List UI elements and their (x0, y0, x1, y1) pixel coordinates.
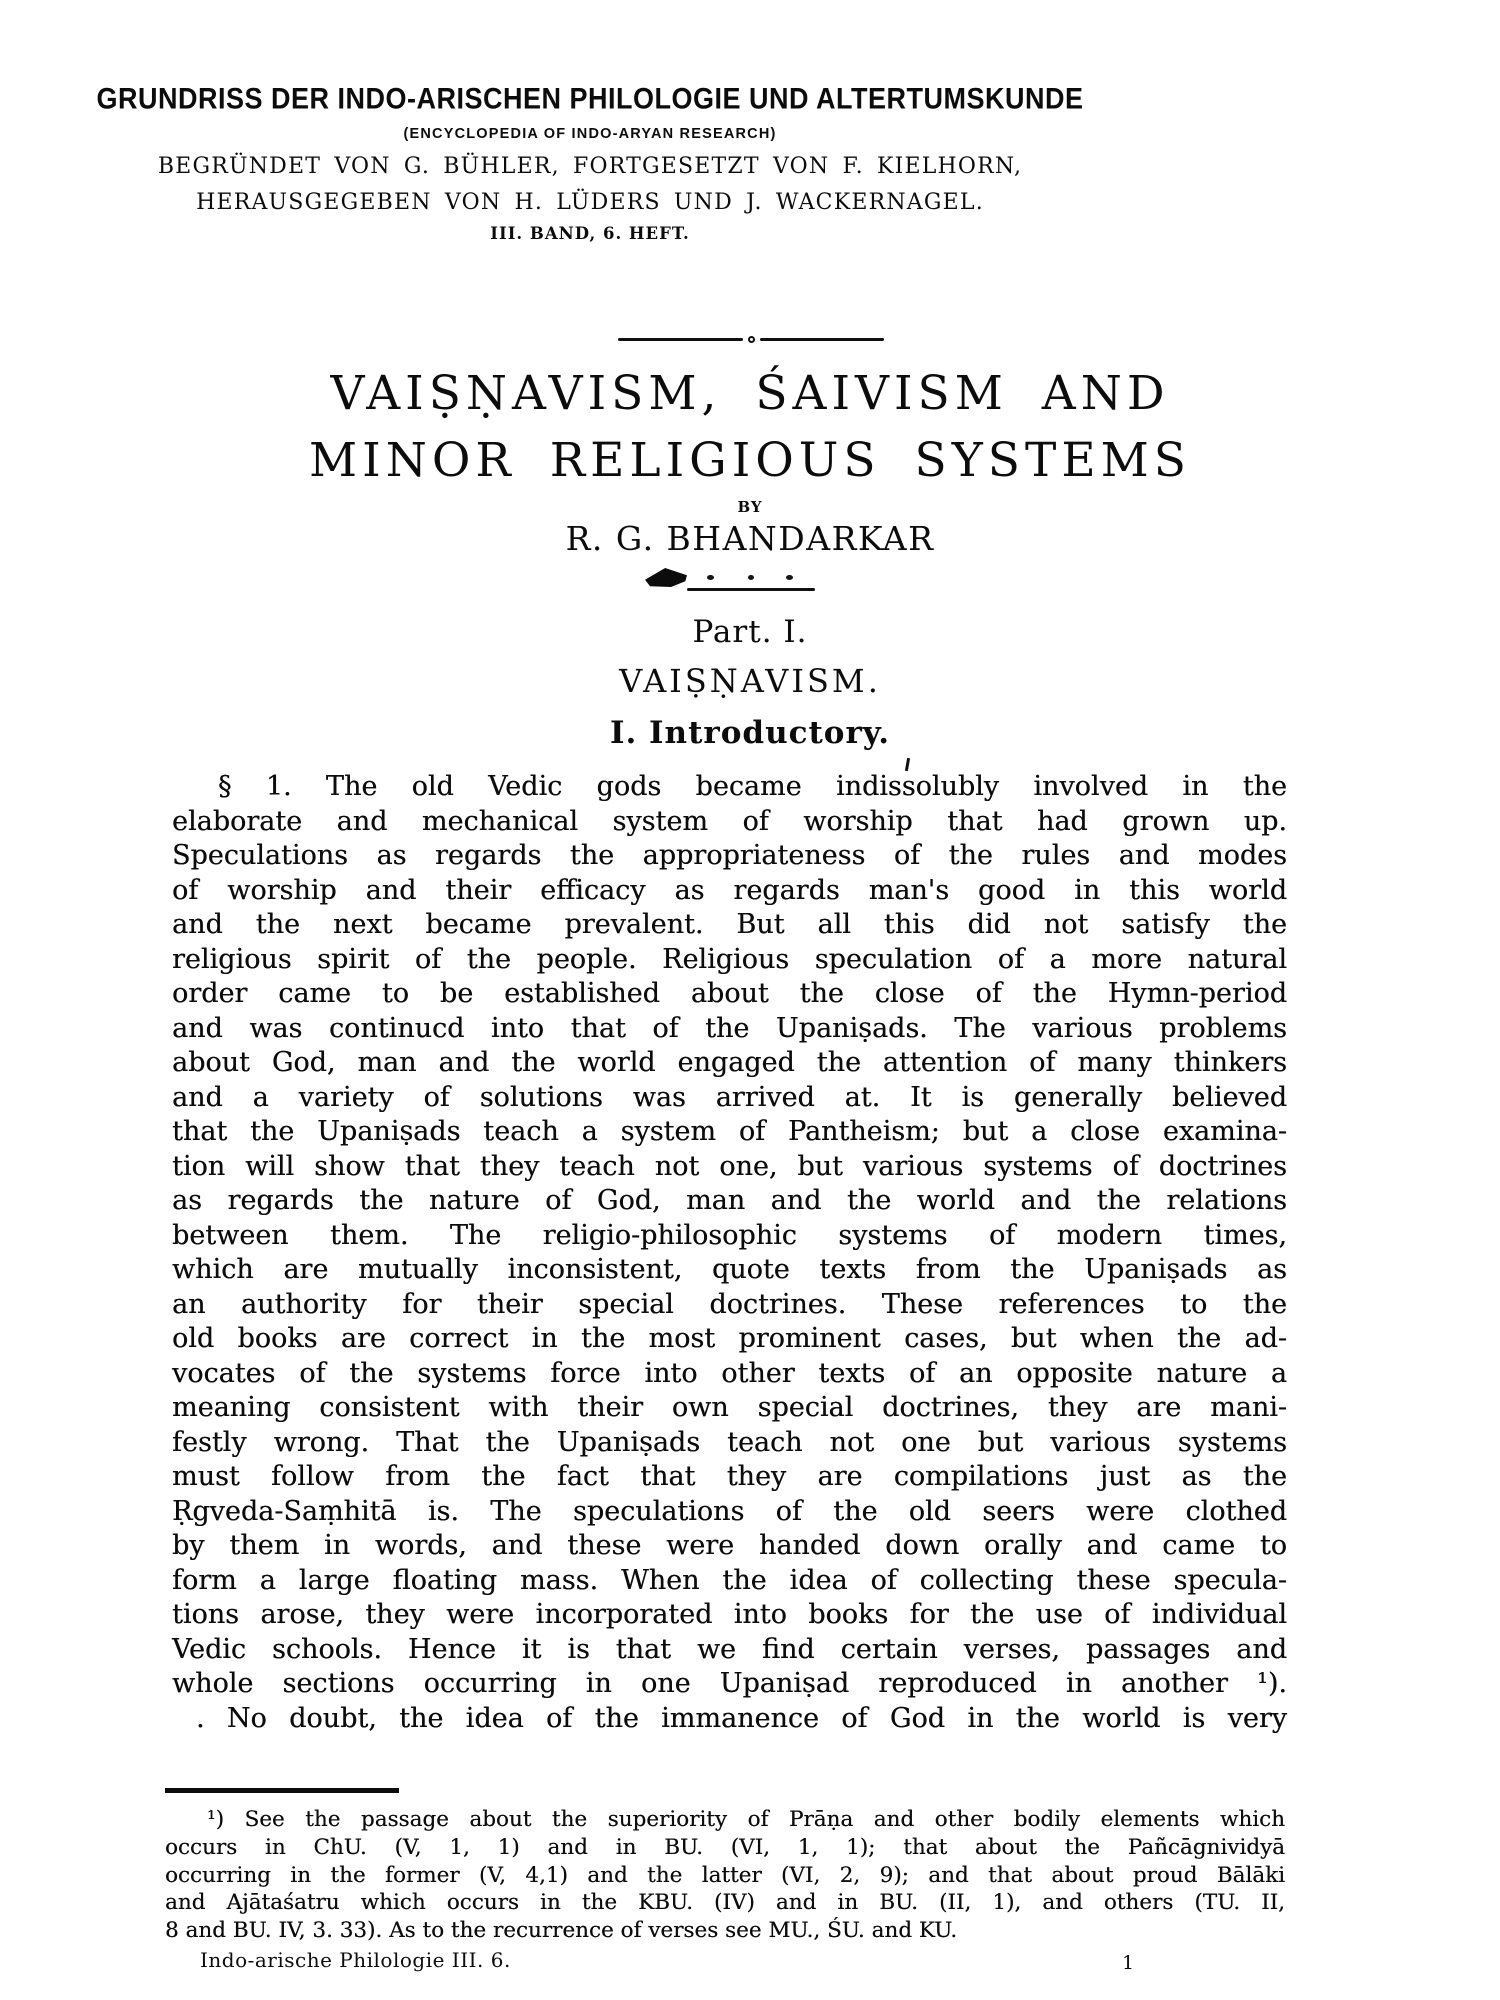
body-line: tion will show that they teach not one, but various systems of doctrines (172, 1150, 1287, 1182)
divider-circle-icon (748, 336, 755, 343)
ink-dot (748, 575, 754, 580)
body-line: must follow from the fact that they are compilations just as the (172, 1461, 1287, 1492)
body-line: tions arose, they were incorporated into books for the use of individual (172, 1599, 1287, 1630)
divider-line-right (760, 338, 885, 341)
ornament-divider (618, 334, 884, 344)
body-line: which are mutually inconsistent, quote texts from the Upaniṣads as (172, 1254, 1287, 1285)
body-line: vocates of the systems force into other texts of an opposite nature a (172, 1357, 1287, 1389)
body-line: that the Upaniṣads teach a system of Pantheism; but a close examina- (172, 1116, 1287, 1147)
body-line: festly wrong. That the Upaniṣads teach not one but various systems (172, 1426, 1287, 1458)
body-line: Vedic schools. Hence it is that we find certain verses, passages and (172, 1633, 1287, 1665)
body-line: meaning consistent with their own special doctrines, they are mani- (172, 1392, 1287, 1423)
footer-imprint: Indo-arische Philologie III. 6. (200, 1948, 511, 1972)
ink-dot (786, 575, 793, 580)
body-paragraphs (172, 770, 1287, 1736)
body-line: . No doubt, the idea of the immanence of God in the world is very (196, 1702, 1287, 1734)
body-line: Ṛgveda-Saṃhitā is. The speculations of the old seers were clothed (172, 1495, 1287, 1527)
by-label: BY (737, 498, 763, 516)
ink-dot (707, 575, 714, 580)
body-line: and a variety of solutions was arrived at. It is generally believed (172, 1081, 1287, 1113)
body-line: by them in words, and these were handed down orally and came to (172, 1530, 1287, 1561)
main-title-line2: MINOR RELIGIOUS SYSTEMS (309, 433, 1191, 488)
body-line: about God, man and the world engaged the attention of many thinkers (172, 1047, 1287, 1078)
series-title: GRUNDRISS DER INDO-ARISCHEN PHILOLOGIE UND ALTERTUMSKUNDE (96, 82, 1084, 116)
series-subtitle: (ENCYCLOPEDIA OF INDO-ARYAN RESEARCH) (403, 126, 777, 142)
body-line: Speculations as regards the appropriateness of the rules and modes (172, 840, 1287, 871)
footnote-line: and Ajātaśatru which occurs in the KBU. (IV) and in BU. (II, 1), and others (TU. II, (165, 1890, 1285, 1916)
edited-by-line: HERAUSGEGEBEN VON H. LÜDERS UND J. WACKERNAGEL. (196, 190, 984, 215)
footnote-separator-rule (165, 1788, 399, 1793)
body-line: of worship and their efficacy as regards man's good in this world (172, 874, 1287, 906)
chapter-heading: I. Introductory. (609, 715, 891, 751)
part-title: VAIṢṆAVISM. (619, 662, 881, 700)
divider-line-left (618, 338, 743, 341)
volume-heft-line: III. BAND, 6. HEFT. (490, 224, 690, 243)
body-line: whole sections occurring in one Upaniṣad reproduced in another ¹). (172, 1668, 1287, 1699)
body-line: order came to be established about the close of the Hymn-period (172, 978, 1287, 1009)
body-line: and the next became prevalent. But all this did not satisfy the (172, 909, 1287, 940)
body-line: and was continucd into that of the Upaniṣads. The various problems (172, 1012, 1287, 1044)
footnote-line: occurs in ChU. (V, 1, 1) and in BU. (VI, 1, 1); that about the Pañcāgnividyā (165, 1834, 1285, 1860)
body-line: as regards the nature of God, man and the world and the relations (172, 1185, 1287, 1216)
body-line: between them. The religio-philosophic systems of modern times, (172, 1219, 1287, 1251)
footnote (165, 1806, 1285, 1945)
body-line: § 1. The old Vedic gods became indissolubly involved in the (218, 771, 1287, 802)
main-title-line1: VAIṢṆAVISM, ŚAIVISM AND (330, 366, 1170, 421)
ink-blob (645, 568, 687, 587)
author-rule (687, 588, 815, 591)
founded-by-line: BEGRÜNDET VON G. BÜHLER, FORTGESETZT VON F. KIELHORN, (157, 154, 1023, 179)
author-name: R. G. BHANDARKAR (565, 519, 935, 558)
body-line: elaborate and mechanical system of worship that had grown up. (172, 805, 1287, 837)
footnote-line: ¹) See the passage about the superiority of Prāṇa and other bodily elements which (207, 1807, 1285, 1832)
footnote-line: 8 and BU. IV, 3. 33). As to the recurrence of verses see MU., ŚU. and KU. (165, 1918, 958, 1944)
footnote-line: occurring in the former (V, 4,1) and the latter (VI, 2, 9); and that about proud Bālāki (165, 1862, 1285, 1888)
body-line: old books are correct in the most prominent cases, but when the ad- (172, 1323, 1287, 1354)
body-line: religious spirit of the people. Religious speculation of a more natural (172, 943, 1287, 975)
body-line: an authority for their special doctrines. These references to the (172, 1288, 1287, 1320)
body-line: form a large floating mass. When the idea of collecting these specula- (172, 1564, 1287, 1596)
part-heading: Part. I. (692, 614, 808, 650)
page-number: 1 (1122, 1952, 1135, 1974)
